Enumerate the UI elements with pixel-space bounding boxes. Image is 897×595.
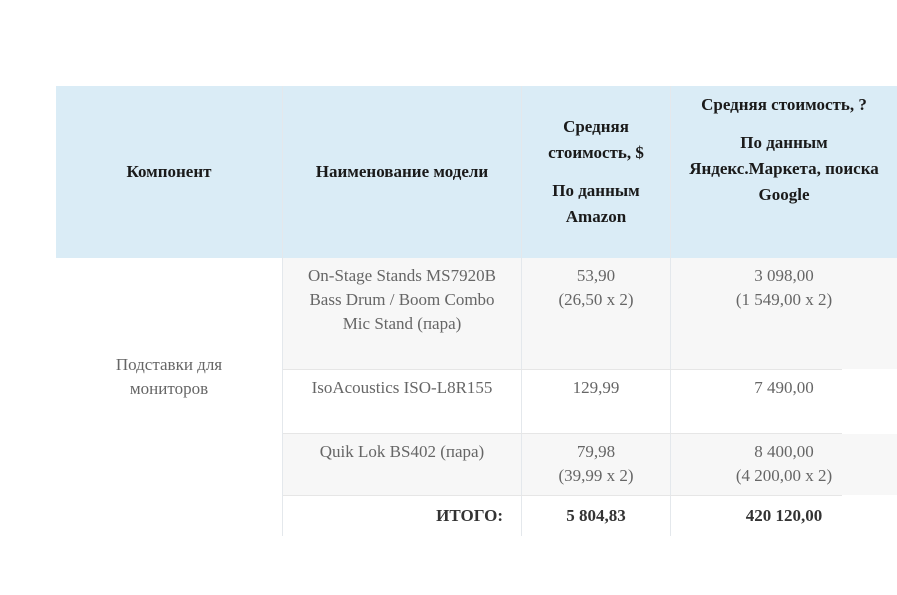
table-row-usd: 129,99	[572, 378, 620, 397]
header-usd-source: По данным Amazon	[552, 181, 640, 226]
total-rub: 420 120,00	[745, 506, 823, 525]
header-component: Компонент	[56, 86, 282, 258]
table-row-model: IsoAcoustics ISO-L8R155	[311, 378, 493, 397]
total-label: ИТОГО:	[436, 506, 503, 525]
table-row-rub: 8 400,00 (4 200,00 x 2)	[671, 434, 897, 495]
component-cell: Подставки для мониторов	[115, 354, 223, 398]
header-model: Наименование модели	[283, 86, 521, 258]
header-divider	[282, 86, 283, 258]
header-divider	[670, 86, 671, 258]
table-row-usd: 79,98 (39,99 x 2)	[522, 434, 670, 495]
table-row-usd: 53,90 (26,50 x 2)	[522, 258, 670, 369]
header-rub	[671, 86, 897, 258]
table-row-rub: 3 098,00 (1 549,00 x 2)	[671, 258, 897, 369]
table-row-rub: 7 490,00	[754, 378, 814, 397]
table-row-model: Quik Lok BS402 (пара)	[283, 434, 521, 495]
header-usd-title: Средняя стоимость, $	[548, 117, 644, 162]
row-divider	[283, 495, 842, 496]
row-divider	[283, 369, 842, 370]
row-divider	[283, 433, 842, 434]
header-usd	[522, 86, 670, 258]
table-row-model: On-Stage Stands MS7920B Bass Drum / Boom Combo Mic Stand (пара)	[283, 258, 521, 369]
header-rub-source: По данным Яндекс.Маркета, поиска Google	[689, 133, 879, 204]
header-rub-title: Средняя стоимость, ?	[701, 95, 867, 114]
total-usd: 5 804,83	[566, 506, 626, 525]
header-divider	[521, 86, 522, 258]
